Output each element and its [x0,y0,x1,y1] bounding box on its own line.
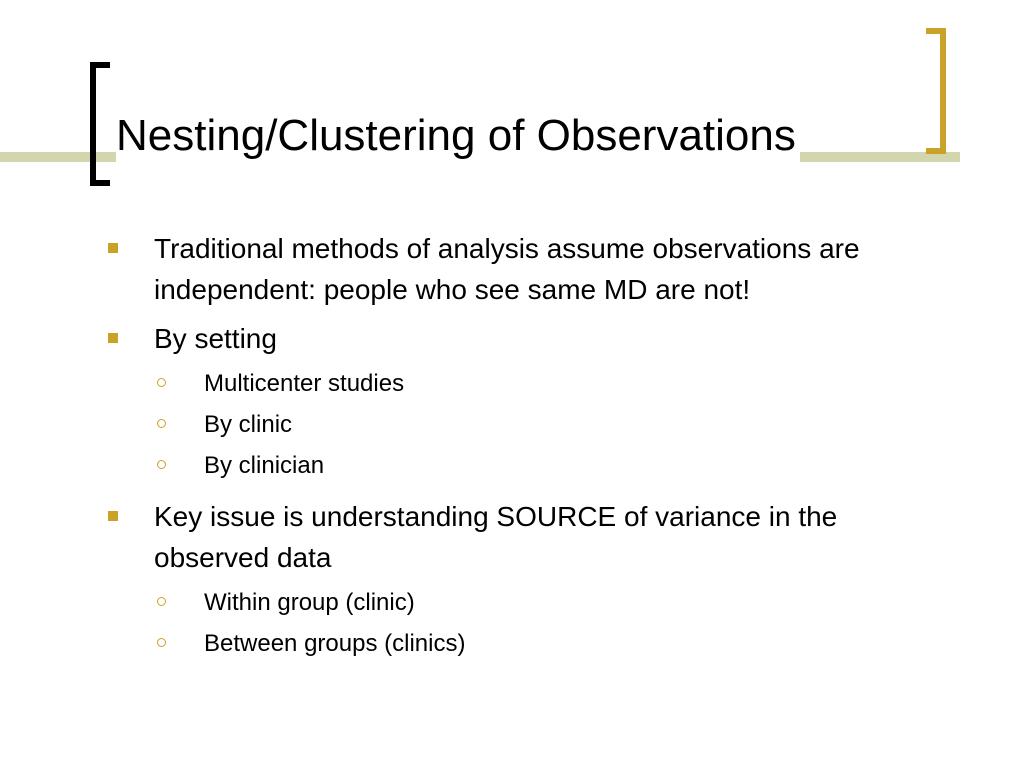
circle-bullet-icon [157,638,166,647]
slide-title: Nesting/Clustering of Observations [116,108,800,164]
sub-bullet-item [108,627,948,660]
sub-bullet-item [108,408,948,441]
sub-bullet-text: By clinician [204,452,325,479]
circle-bullet-icon [157,378,166,387]
square-bullet-icon [108,511,118,521]
sub-bullet-item [108,586,948,619]
right-bracket-decoration [926,28,946,154]
bullet-text: By setting [154,323,277,354]
circle-bullet-icon [157,460,166,469]
circle-bullet-icon [157,419,166,428]
sub-bullet-text: Multicenter studies [204,370,405,397]
square-bullet-icon [108,243,118,253]
sub-bullet-item [108,367,948,400]
sub-bullet-item [108,449,948,482]
square-bullet-icon [108,333,118,343]
sub-bullet-text: By clinic [204,411,293,438]
slide-body [108,228,948,668]
circle-bullet-icon [157,597,166,606]
bullet-text: Key issue is understanding SOURCE of variance in the observed data [154,501,838,573]
left-bracket-decoration [90,62,110,186]
bullet-item [108,228,948,310]
sub-bullet-text: Between groups (clinics) [204,630,466,657]
bullet-text: Traditional methods of analysis assume observations are independent: people who see same MD are not! [154,233,860,305]
bullet-item [108,318,948,359]
bullet-item [108,496,948,578]
sub-bullet-text: Within group (clinic) [204,589,415,616]
